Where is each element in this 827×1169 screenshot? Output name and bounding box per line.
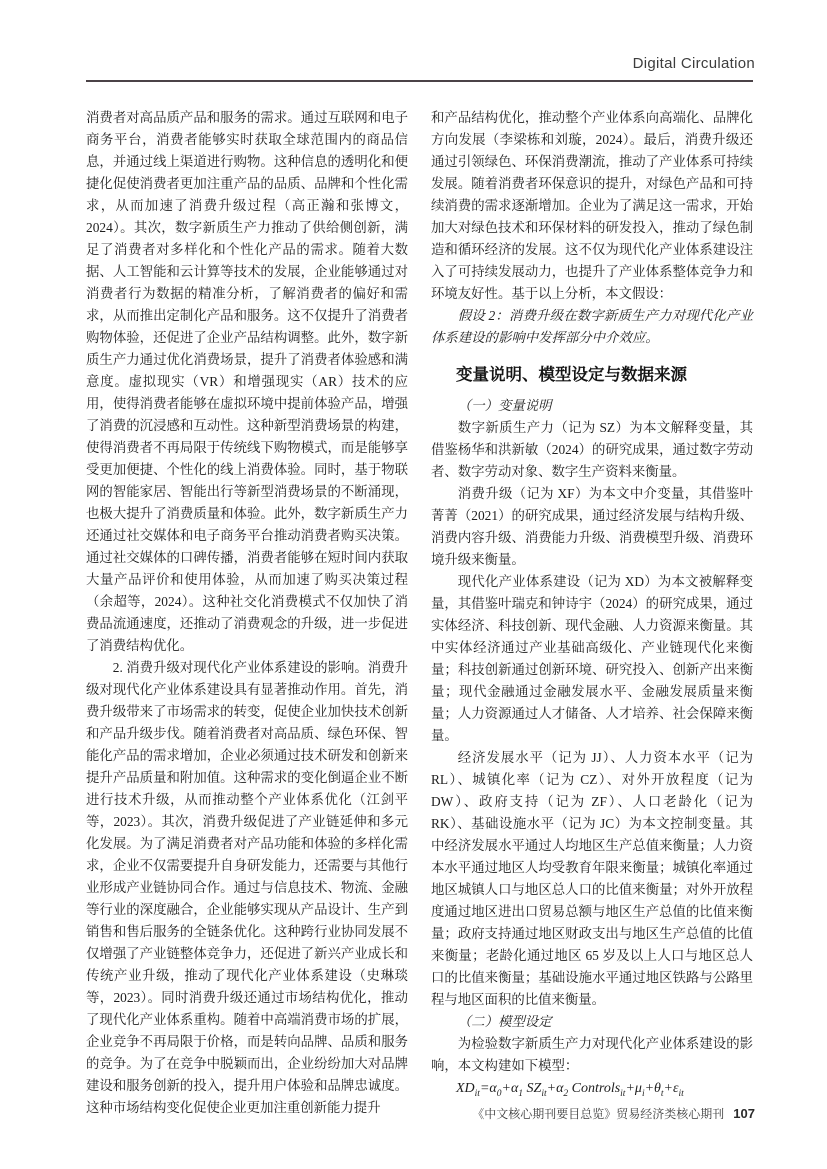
formula-term: $=\alpha_0$	[479, 1081, 502, 1099]
two-column-body	[86, 107, 753, 1119]
body-paragraph: 经济发展水平（记为 JJ）、人力资本水平（记为 RL）、城镇化率（记为 CZ）、对外开放程度（记为 DW）、政府支持（记为 ZF）、人口老龄化（记为 RK）、基础设施水平（记为 JC）为本文控制变量。其中经济发展水平通过人均地区生产总值来衡量；人力资本水平通过地区人均受教育年限来衡量；城镇化率通过地区城镇人口与地区总人口的比值来衡量；对外开放程度通过地区进出口贸易总额与地区生产总值的比值来衡量；政府支持通过地区财政支出与地区生产总值的比值来衡量；老龄化通过地区 65 岁及以上人口与地区总人口的比值来衡量；基础设施水平通过地区铁路与公路里程与地区面积的比值来衡量。	[431, 750, 753, 1007]
body-paragraph: 和产品结构优化，推动整个产业体系向高端化、品牌化方向发展（李梁栋和刘璇，2024）。最后，消费升级还通过引领绿色、环保消费潮流，推动了产业体系可持续发展。随着消费者环保意识的提升，对绿色产品和可持续消费的需求逐渐增加。企业为了满足这一需求，开始加大对绿色技术和环保材料的研发投入，推动了绿色制造和循环经济的发展。这不仅为现代化产业体系建设注入了可持续发展动力，也提升了产业体系整体竞争力和环境友好性。基于以上分析，本文假设：	[431, 110, 753, 301]
page-number: 107	[733, 1106, 755, 1121]
formula-term: $+\alpha_2$	[546, 1081, 569, 1099]
formula-term: $SZ_{it}$	[523, 1081, 547, 1099]
regression-formula	[431, 1077, 753, 1106]
footer-journal-note: 《中文核心期刊要目总览》贸易经济类核心期刊	[472, 1107, 725, 1121]
formula-term: $XD_{it}$	[456, 1081, 480, 1099]
right-column	[431, 107, 753, 1119]
subsection-heading-b: （二）模型设定	[457, 1014, 552, 1029]
body-paragraph: 数字新质生产力（记为 SZ）为本文解释变量，其借鉴杨华和洪新敏（2024）的研究成果，通过数字劳动者、数字劳动对象、数字生产资料来衡量。	[431, 420, 753, 479]
formula-term: $+\alpha_1$	[501, 1081, 524, 1099]
header-rule	[86, 80, 753, 82]
left-column	[86, 107, 408, 1119]
body-paragraph: 2. 消费升级对现代化产业体系建设的影响。消费升级对现代化产业体系建设具有显著推动作用。首先，消费升级带来了市场需求的转变，促使企业加快技术创新和产品升级步伐。随着消费者对高品质、绿色环保、智能化产品的需求增加，企业必须通过技术研发和创新来提升产品质量和附加值。这种需求的变化倒逼企业不断进行技术升级，从而推动整个产业体系优化（江剑平等，2023）。其次，消费升级促进了产业链延伸和多元化发展。为了满足消费者对产品功能和体验的多样化需求，企业不仅需要提升自身研发能力，还需要与其他行业形成产业链协同合作。通过与信息技术、物流、金融等行业的深度融合，企业能够实现从产品设计、生产到销售和售后服务的全链条优化。这种跨行业协同发展不仅增强了产业链整体竞争力，还促进了新兴产业成长和传统产业升级，推动了现代化产业体系建设（史琳琰等，2023）。同时消费升级还通过市场结构优化，推动了现代化产业体系重构。随着中高端消费市场的扩展，企业竞争不再局限于价格，而是转向品牌、品质和服务的竞争。为了在竞争中脱颖而出，企业纷纷加大对品牌建设和服务创新的投入，提升用户体验和品牌忠诚度。这种市场结构变化促使企业更加注重创新能力提升	[86, 660, 408, 1115]
formula-term: $+\mu_i$	[625, 1081, 645, 1099]
subsection-heading-a: （一）变量说明	[457, 398, 552, 413]
formula-term: $+\varepsilon_{it}$	[663, 1081, 684, 1099]
section-heading: 变量说明、模型设定与数据来源	[456, 366, 687, 384]
formula-term: $+\theta_t$	[644, 1081, 664, 1099]
page-footer	[472, 1105, 755, 1122]
hypothesis-paragraph: 假设 2：消费升级在数字新质生产力对现代化产业体系建设的影响中发挥部分中介效应。	[431, 308, 753, 345]
body-paragraph: 为检验数字新质生产力对现代化产业体系建设的影响，本文构建如下模型：	[431, 1036, 753, 1073]
formula-term: Controls$_{it}$	[568, 1081, 626, 1099]
page-header-journal-title: Digital Circulation	[632, 55, 755, 72]
body-paragraph: 消费升级（记为 XF）为本文中介变量，其借鉴叶菁菁（2021）的研究成果，通过经济发展与结构升级、消费内容升级、消费能力升级、消费模型升级、消费环境升级来衡量。	[431, 486, 753, 567]
body-paragraph: 消费者对高品质产品和服务的需求。通过互联网和电子商务平台，消费者能够实时获取全球范围内的商品信息，并通过线上渠道进行购物。这种信息的透明化和便捷化促使消费者更加注重产品的品质、品牌和个性化需求，从而加速了消费升级过程（高正瀚和张博文，2024）。其次，数字新质生产力推动了供给侧创新，满足了消费者对多样化和个性化产品的需求。随着大数据、人工智能和云计算等技术的发展，企业能够通过对消费者行为数据的精准分析，了解消费者的偏好和需求，从而推出定制化产品和服务。这不仅提升了消费者购物体验，还促进了企业产品结构调整。此外，数字新质生产力通过优化消费场景，提升了消费者体验感和满意度。虚拟现实（VR）和增强现实（AR）技术的应用，使得消费者能够在虚拟环境中提前体验产品，增强了消费的沉浸感和互动性。这种新型消费场景的构建，使得消费者不再局限于传统线下购物模式，而是能够享受更加便捷、个性化的线上消费体验。同时，基于物联网的智能家居、智能出行等新型消费场景的不断涌现，也极大提升了消费质量和体验。此外，数字新质生产力还通过社交媒体和电子商务平台推动消费者购买决策。通过社交媒体的口碑传播，消费者能够在短时间内获取大量产品评价和使用体验，从而加速了购买决策过程（余超等，2024）。这种社交化消费模式不仅加快了消费品流通速度，还推动了消费观念的升级，进一步促进了消费结构优化。	[86, 110, 408, 653]
body-paragraph: 现代化产业体系建设（记为 XD）为本文被解释变量，其借鉴叶瑞克和钟诗宇（2024）的研究成果，通过实体经济、科技创新、现代金融、人力资源来衡量。其中实体经济通过产业基础高级化、产业链现代化来衡量；科技创新通过创新环境、研究投入、创新产出来衡量；现代金融通过金融发展水平、金融发展质量来衡量；人力资源通过人才储备、人才培养、社会保障来衡量。	[431, 574, 753, 743]
